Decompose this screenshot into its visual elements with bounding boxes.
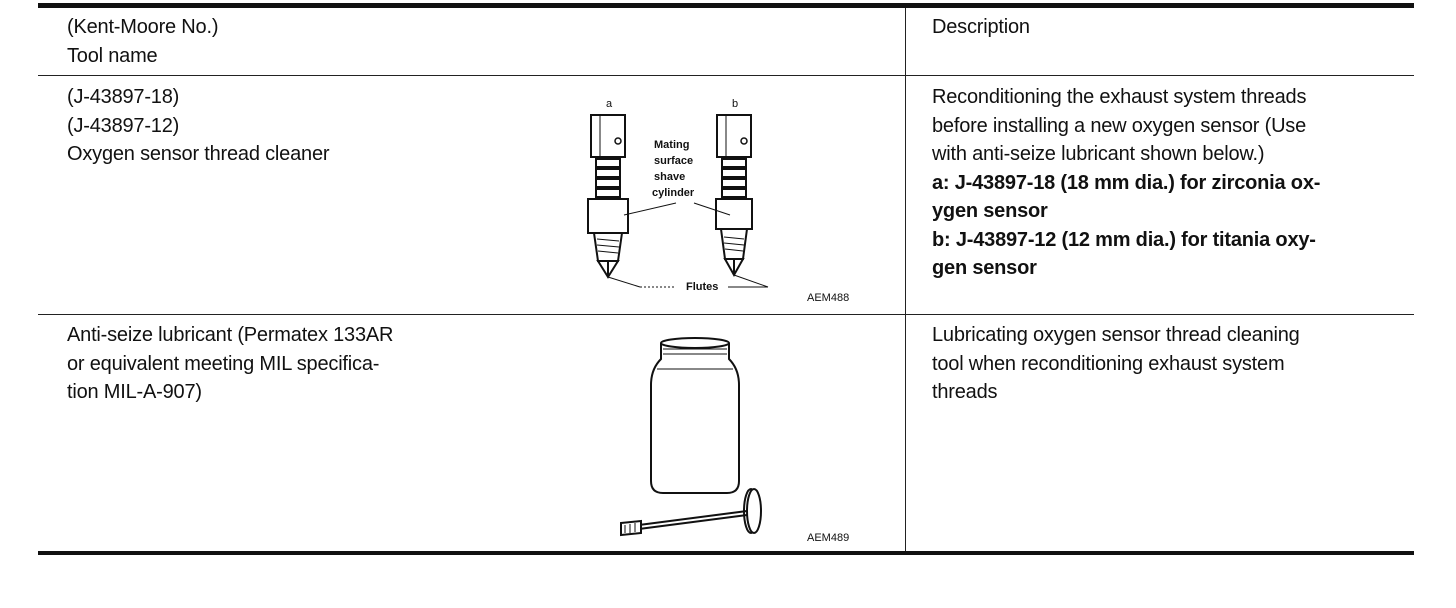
- thread-cleaner-a: [588, 115, 628, 277]
- row1-tool-line: (J-43897-12): [67, 114, 180, 137]
- thread-cleaner-illustration: [578, 91, 850, 305]
- header-description: Description: [932, 16, 1030, 38]
- header-tool-cell: [67, 13, 218, 70]
- row1-tool-cell: [67, 83, 329, 169]
- figure-label-b: b: [732, 98, 739, 110]
- row1-desc-bold-line: a: J-43897-18 (18 mm dia.) for zirconia ox-: [932, 171, 1321, 194]
- callout-flutes: Flutes: [686, 281, 719, 293]
- row1-description-cell: [932, 83, 1320, 283]
- callout-mating: Mating: [654, 139, 690, 151]
- header-kent-moore: (Kent-Moore No.): [67, 16, 219, 38]
- row-divider: [38, 314, 1414, 315]
- row1-tool-line: (J-43897-18): [67, 86, 180, 108]
- row2-desc-line: threads: [932, 381, 998, 403]
- figure-code-aem489: AEM489: [807, 532, 850, 544]
- row1-desc-bold-line: gen sensor: [932, 257, 1037, 279]
- header-divider: [38, 75, 1414, 76]
- callout-cylinder: cylinder: [652, 187, 695, 199]
- row1-desc-line: with anti-seize lubricant shown below.): [932, 143, 1265, 165]
- row1-desc-bold-line: ygen sensor: [932, 200, 1048, 222]
- row1-desc-bold-line: b: J-43897-12 (12 mm dia.) for titania oxy-: [932, 228, 1316, 251]
- tool-table: [38, 3, 1414, 555]
- row2-desc-line: Lubricating oxygen sensor thread cleaning: [932, 324, 1300, 346]
- column-divider: [905, 8, 906, 551]
- lubricant-jar: [651, 338, 739, 493]
- row2-desc-line: tool when reconditioning exhaust system: [932, 352, 1285, 375]
- figure-label-a: a: [606, 98, 613, 110]
- table-top-rule: [38, 3, 1414, 8]
- figure-code-aem488: AEM488: [807, 292, 850, 304]
- row1-desc-line: Reconditioning the exhaust system threads: [932, 86, 1307, 108]
- row1-desc-line: before installing a new oxygen sensor (Use: [932, 114, 1307, 137]
- callout-surface: surface: [654, 155, 694, 167]
- header-tool-name: Tool name: [67, 44, 158, 67]
- table-bottom-rule: [38, 551, 1414, 555]
- row1-tool-line: Oxygen sensor thread cleaner: [67, 143, 330, 165]
- row2-tool-line: Anti-seize lubricant (Permatex 133AR: [67, 324, 394, 346]
- row2-description-cell: [932, 321, 1300, 407]
- row2-tool-line: or equivalent meeting MIL specifica-: [67, 352, 380, 375]
- header-description-cell: [932, 13, 1030, 42]
- row2-tool-cell: [67, 321, 393, 407]
- callout-shave: shave: [654, 171, 686, 183]
- row2-tool-line: tion MIL-A-907): [67, 381, 202, 403]
- lubricant-illustration: [613, 335, 850, 547]
- thread-cleaner-b: [716, 115, 752, 275]
- brush-cap: [621, 489, 761, 535]
